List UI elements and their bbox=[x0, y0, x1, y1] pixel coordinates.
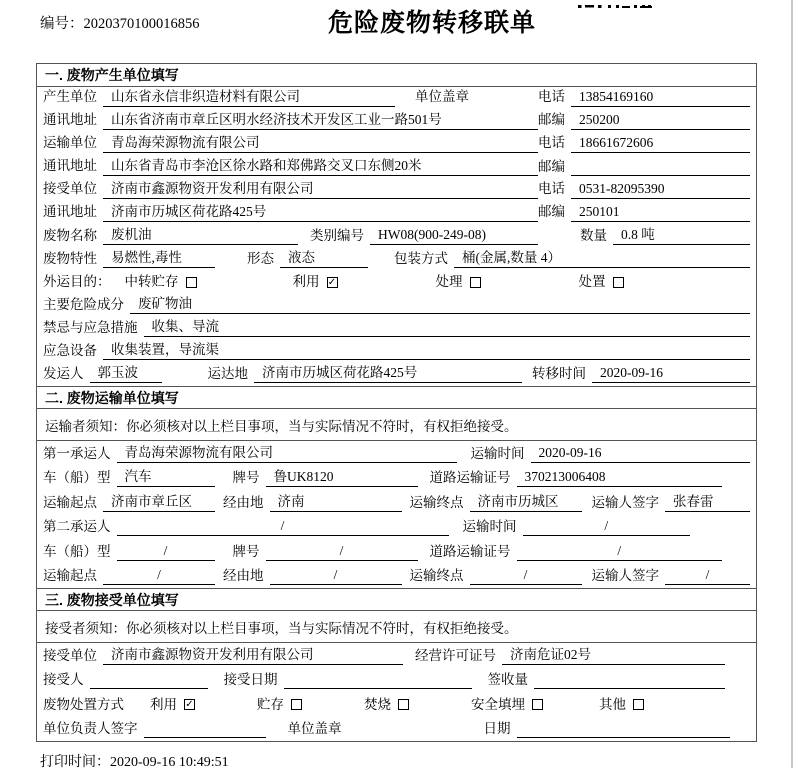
waste-name-label: 废物名称 bbox=[43, 228, 97, 243]
checkbox bbox=[633, 699, 644, 710]
plate-label: 牌号 bbox=[232, 543, 260, 559]
disposal-option bbox=[599, 696, 644, 714]
destination-label: 运达地 bbox=[207, 366, 248, 381]
row-taboo-measures bbox=[37, 317, 756, 340]
transport-unit-value: 青岛海荣源物流有限公司 bbox=[103, 134, 538, 153]
receive-date-value bbox=[284, 671, 472, 689]
phone-value: 0531-82095390 bbox=[571, 180, 750, 199]
via-label: 经由地 bbox=[223, 568, 264, 583]
row-transport-unit bbox=[37, 133, 756, 156]
zip-label: 邮编 bbox=[538, 204, 565, 219]
print-time-value: 2020-09-16 10:49:51 bbox=[110, 755, 229, 768]
category-value: HW08(900-249-08) bbox=[370, 226, 538, 245]
receive-unit-value: 济南市鑫源物资开发利用有限公司 bbox=[103, 646, 403, 665]
row-first-carrier bbox=[37, 441, 756, 466]
zip-group bbox=[538, 111, 750, 130]
phone-group bbox=[538, 180, 750, 199]
quantity-value: 0.8 吨 bbox=[613, 226, 750, 245]
clipped-stamp-glyphs-icon bbox=[578, 0, 656, 8]
transfer-time-label: 转移时间 bbox=[532, 366, 586, 381]
section3-header: 三. 废物接受单位填写 bbox=[37, 588, 756, 611]
address-value: 山东省青岛市李沧区徐水路和郑佛路交叉口东侧20米 bbox=[103, 157, 538, 176]
via-value: 济南 bbox=[270, 493, 402, 512]
phone-label: 电话 bbox=[538, 135, 565, 150]
row-route-2 bbox=[37, 564, 756, 589]
phone-group bbox=[538, 134, 750, 153]
category-label: 类别编号 bbox=[310, 228, 364, 243]
zip-label: 邮编 bbox=[538, 159, 565, 174]
road-license-label: 道路运输证号 bbox=[429, 543, 511, 559]
checkbox bbox=[470, 277, 481, 288]
phone-value: 13854169160 bbox=[571, 88, 750, 107]
vehicle-type-label: 车（船）型 bbox=[43, 470, 111, 485]
checkbox: ✓ bbox=[185, 699, 194, 710]
address-label: 通讯地址 bbox=[43, 112, 97, 127]
option-label: 中转贮存 bbox=[124, 274, 179, 289]
row-second-carrier bbox=[37, 515, 756, 540]
responsible-sign-value bbox=[144, 720, 266, 738]
option-label: 处置 bbox=[578, 274, 606, 289]
address-label: 通讯地址 bbox=[43, 158, 97, 173]
date-value bbox=[517, 720, 731, 738]
taboo-label: 禁忌与应急措施 bbox=[43, 320, 138, 335]
road-license-value: / bbox=[517, 542, 723, 561]
transport-time-label: 运输时间 bbox=[462, 519, 517, 534]
row-receive-address bbox=[37, 202, 756, 225]
carrier-sign-value: 张春雷 bbox=[665, 493, 750, 512]
print-time bbox=[40, 751, 229, 768]
option-label: 焚烧 bbox=[364, 696, 391, 712]
row-emergency-equipment bbox=[37, 340, 756, 363]
zip-label: 邮编 bbox=[538, 112, 565, 127]
vehicle-type-value: 汽车 bbox=[117, 468, 215, 487]
receiver-value bbox=[90, 671, 208, 689]
receive-date-label: 接受日期 bbox=[223, 672, 278, 687]
road-license-value: 370213006408 bbox=[517, 468, 723, 487]
disposal-option bbox=[150, 696, 195, 714]
checkbox bbox=[291, 699, 302, 710]
permit-label: 经营许可证号 bbox=[415, 647, 496, 663]
first-carrier-value: 青岛海荣源物流有限公司 bbox=[117, 444, 457, 463]
origin-value: / bbox=[103, 566, 215, 585]
disposal-option bbox=[471, 696, 543, 714]
row-sender bbox=[37, 363, 756, 386]
doc-number-value: 2020370100016856 bbox=[83, 16, 200, 32]
row-receive-unit-3 bbox=[37, 643, 756, 668]
doc-number-label: 编号： bbox=[40, 16, 84, 32]
row-vehicle-2 bbox=[37, 539, 756, 564]
option-label: 其他 bbox=[599, 696, 626, 712]
doc-number bbox=[40, 12, 200, 33]
second-carrier-value: / bbox=[117, 517, 449, 536]
produce-unit-group bbox=[43, 88, 538, 107]
end-label: 运输终点 bbox=[409, 494, 464, 510]
checkbox: ✓ bbox=[327, 276, 337, 288]
phone-group bbox=[538, 88, 750, 107]
main-hazard-value: 废矿物油 bbox=[130, 295, 750, 314]
transport-time-label: 运输时间 bbox=[470, 445, 525, 461]
disposal-option bbox=[257, 696, 302, 714]
transport-time-value: 2020-09-16 bbox=[531, 444, 751, 463]
form-label: 形态 bbox=[247, 251, 274, 266]
checkbox bbox=[532, 699, 543, 710]
destination-value: 济南市历城区荷花路425号 bbox=[254, 364, 522, 383]
via-label: 经由地 bbox=[223, 494, 264, 510]
receiver-label: 接受人 bbox=[43, 672, 84, 687]
end-value: 济南市历城区 bbox=[470, 493, 582, 512]
phone-label: 电话 bbox=[538, 181, 565, 196]
plate-label: 牌号 bbox=[232, 470, 260, 485]
option-label: 利用 bbox=[150, 696, 177, 712]
transport-unit-group bbox=[43, 134, 538, 153]
date-label: 日期 bbox=[483, 721, 511, 736]
end-value: / bbox=[470, 566, 582, 585]
taboo-value: 收集、导流 bbox=[144, 318, 751, 337]
responsible-sign-label: 单位负责人签字 bbox=[43, 721, 138, 736]
row-waste-character bbox=[37, 248, 756, 271]
receiver-notice: 接受者须知：你必须核对以上栏目事项，当与实际情况不符时，有权拒绝接受。 bbox=[37, 611, 756, 643]
unit-stamp-label: 单位盖章 bbox=[415, 89, 469, 104]
sign-amount-label: 签收量 bbox=[487, 672, 528, 687]
row-disposal-method bbox=[37, 692, 756, 717]
row-receive-unit bbox=[37, 179, 756, 202]
vehicle-type-value: / bbox=[117, 542, 215, 561]
disposal-option bbox=[364, 696, 409, 714]
option-label: 安全填埋 bbox=[471, 696, 525, 712]
address-value: 山东省济南市章丘区明水经济技术开发区工业一路501号 bbox=[103, 111, 538, 130]
purpose-option bbox=[436, 273, 481, 291]
receive-unit-group bbox=[43, 180, 538, 199]
checkbox bbox=[613, 277, 624, 288]
row-responsible-sign bbox=[37, 717, 756, 742]
transport-unit-label: 运输单位 bbox=[43, 135, 97, 150]
transfer-time-value: 2020-09-16 bbox=[592, 364, 750, 383]
origin-label: 运输起点 bbox=[43, 568, 97, 583]
address-value: 济南市历城区荷花路425号 bbox=[103, 203, 538, 222]
receive-unit-value: 济南市鑫源物资开发利用有限公司 bbox=[103, 180, 538, 199]
row-main-hazard bbox=[37, 294, 756, 317]
zip-group bbox=[538, 203, 750, 222]
row-produce-address bbox=[37, 110, 756, 133]
page-title: 危险废物转移联单 bbox=[328, 9, 537, 37]
purpose-option bbox=[125, 273, 197, 291]
option-label: 处理 bbox=[435, 274, 463, 289]
produce-unit-label: 产生单位 bbox=[43, 89, 97, 104]
option-label: 贮存 bbox=[257, 696, 284, 712]
row-waste-name bbox=[37, 225, 756, 248]
purpose-option bbox=[579, 273, 624, 291]
address-group bbox=[43, 157, 538, 176]
row-route-1 bbox=[37, 490, 756, 515]
address-group bbox=[43, 111, 538, 130]
manifest-form bbox=[36, 63, 757, 742]
carrier-sign-label: 运输人签字 bbox=[591, 494, 659, 510]
first-carrier-label: 第一承运人 bbox=[43, 445, 111, 461]
address-label: 通讯地址 bbox=[43, 204, 97, 219]
phone-value: 18661672606 bbox=[571, 134, 750, 153]
zip-group bbox=[538, 158, 750, 176]
carrier-sign-label: 运输人签字 bbox=[591, 568, 659, 583]
row-vehicle-1 bbox=[37, 466, 756, 491]
waste-name-value: 废机油 bbox=[103, 226, 298, 245]
sender-value: 郭玉波 bbox=[90, 364, 162, 383]
produce-unit-value: 山东省永信非织造材料有限公司 bbox=[103, 88, 395, 107]
equipment-value: 收集装置，导流渠 bbox=[103, 341, 750, 360]
form-value: 液态 bbox=[280, 249, 368, 268]
road-license-label: 道路运输证号 bbox=[429, 470, 511, 485]
package-label: 包装方式 bbox=[394, 251, 448, 266]
zip-value bbox=[571, 158, 750, 176]
phone-label: 电话 bbox=[538, 89, 565, 104]
plate-value: 鲁UK8120 bbox=[266, 468, 418, 487]
zip-value: 250101 bbox=[571, 203, 750, 222]
purpose-label: 外运目的： bbox=[43, 274, 111, 289]
equipment-label: 应急设备 bbox=[43, 343, 97, 358]
section2-header: 二. 废物运输单位填写 bbox=[37, 386, 756, 409]
end-label: 运输终点 bbox=[409, 568, 464, 583]
sender-label: 发运人 bbox=[43, 366, 84, 381]
carrier-sign-value: / bbox=[665, 566, 750, 585]
receive-unit-label: 接受单位 bbox=[43, 647, 97, 663]
plate-value: / bbox=[266, 542, 418, 561]
main-hazard-label: 主要危险成分 bbox=[43, 297, 124, 312]
character-label: 废物特性 bbox=[43, 251, 97, 266]
receive-unit-label: 接受单位 bbox=[43, 181, 97, 196]
character-value: 易燃性,毒性 bbox=[103, 249, 215, 268]
row-receiver bbox=[37, 668, 756, 693]
transporter-notice: 运输者须知：你必须核对以上栏目事项，当与实际情况不符时，有权拒绝接受。 bbox=[37, 409, 756, 441]
second-carrier-label: 第二承运人 bbox=[43, 519, 111, 534]
row-purpose bbox=[37, 271, 756, 294]
package-value: 桶(金属,数量 4） bbox=[454, 249, 750, 268]
checkbox bbox=[186, 277, 197, 288]
via-value: / bbox=[270, 566, 402, 585]
section1-header: 一. 废物产生单位填写 bbox=[37, 64, 756, 87]
option-label: 利用 bbox=[292, 274, 320, 289]
zip-value: 250200 bbox=[571, 111, 750, 130]
vehicle-type-label: 车（船）型 bbox=[43, 543, 111, 559]
purpose-option bbox=[293, 273, 338, 291]
transport-time-value: / bbox=[523, 517, 691, 536]
page-edge-line bbox=[791, 0, 793, 768]
unit-stamp-label: 单位盖章 bbox=[287, 721, 342, 736]
row-produce-unit bbox=[37, 87, 756, 110]
origin-label: 运输起点 bbox=[43, 494, 97, 510]
checkbox bbox=[398, 699, 409, 710]
row-transport-address bbox=[37, 156, 756, 179]
print-time-label: 打印时间： bbox=[40, 755, 110, 768]
quantity-label: 数量 bbox=[580, 228, 607, 243]
permit-value: 济南危证02号 bbox=[502, 646, 725, 665]
disposal-label: 废物处置方式 bbox=[43, 696, 124, 712]
sign-amount-value bbox=[534, 671, 725, 689]
address-group bbox=[43, 203, 538, 222]
origin-value: 济南市章丘区 bbox=[103, 493, 215, 512]
